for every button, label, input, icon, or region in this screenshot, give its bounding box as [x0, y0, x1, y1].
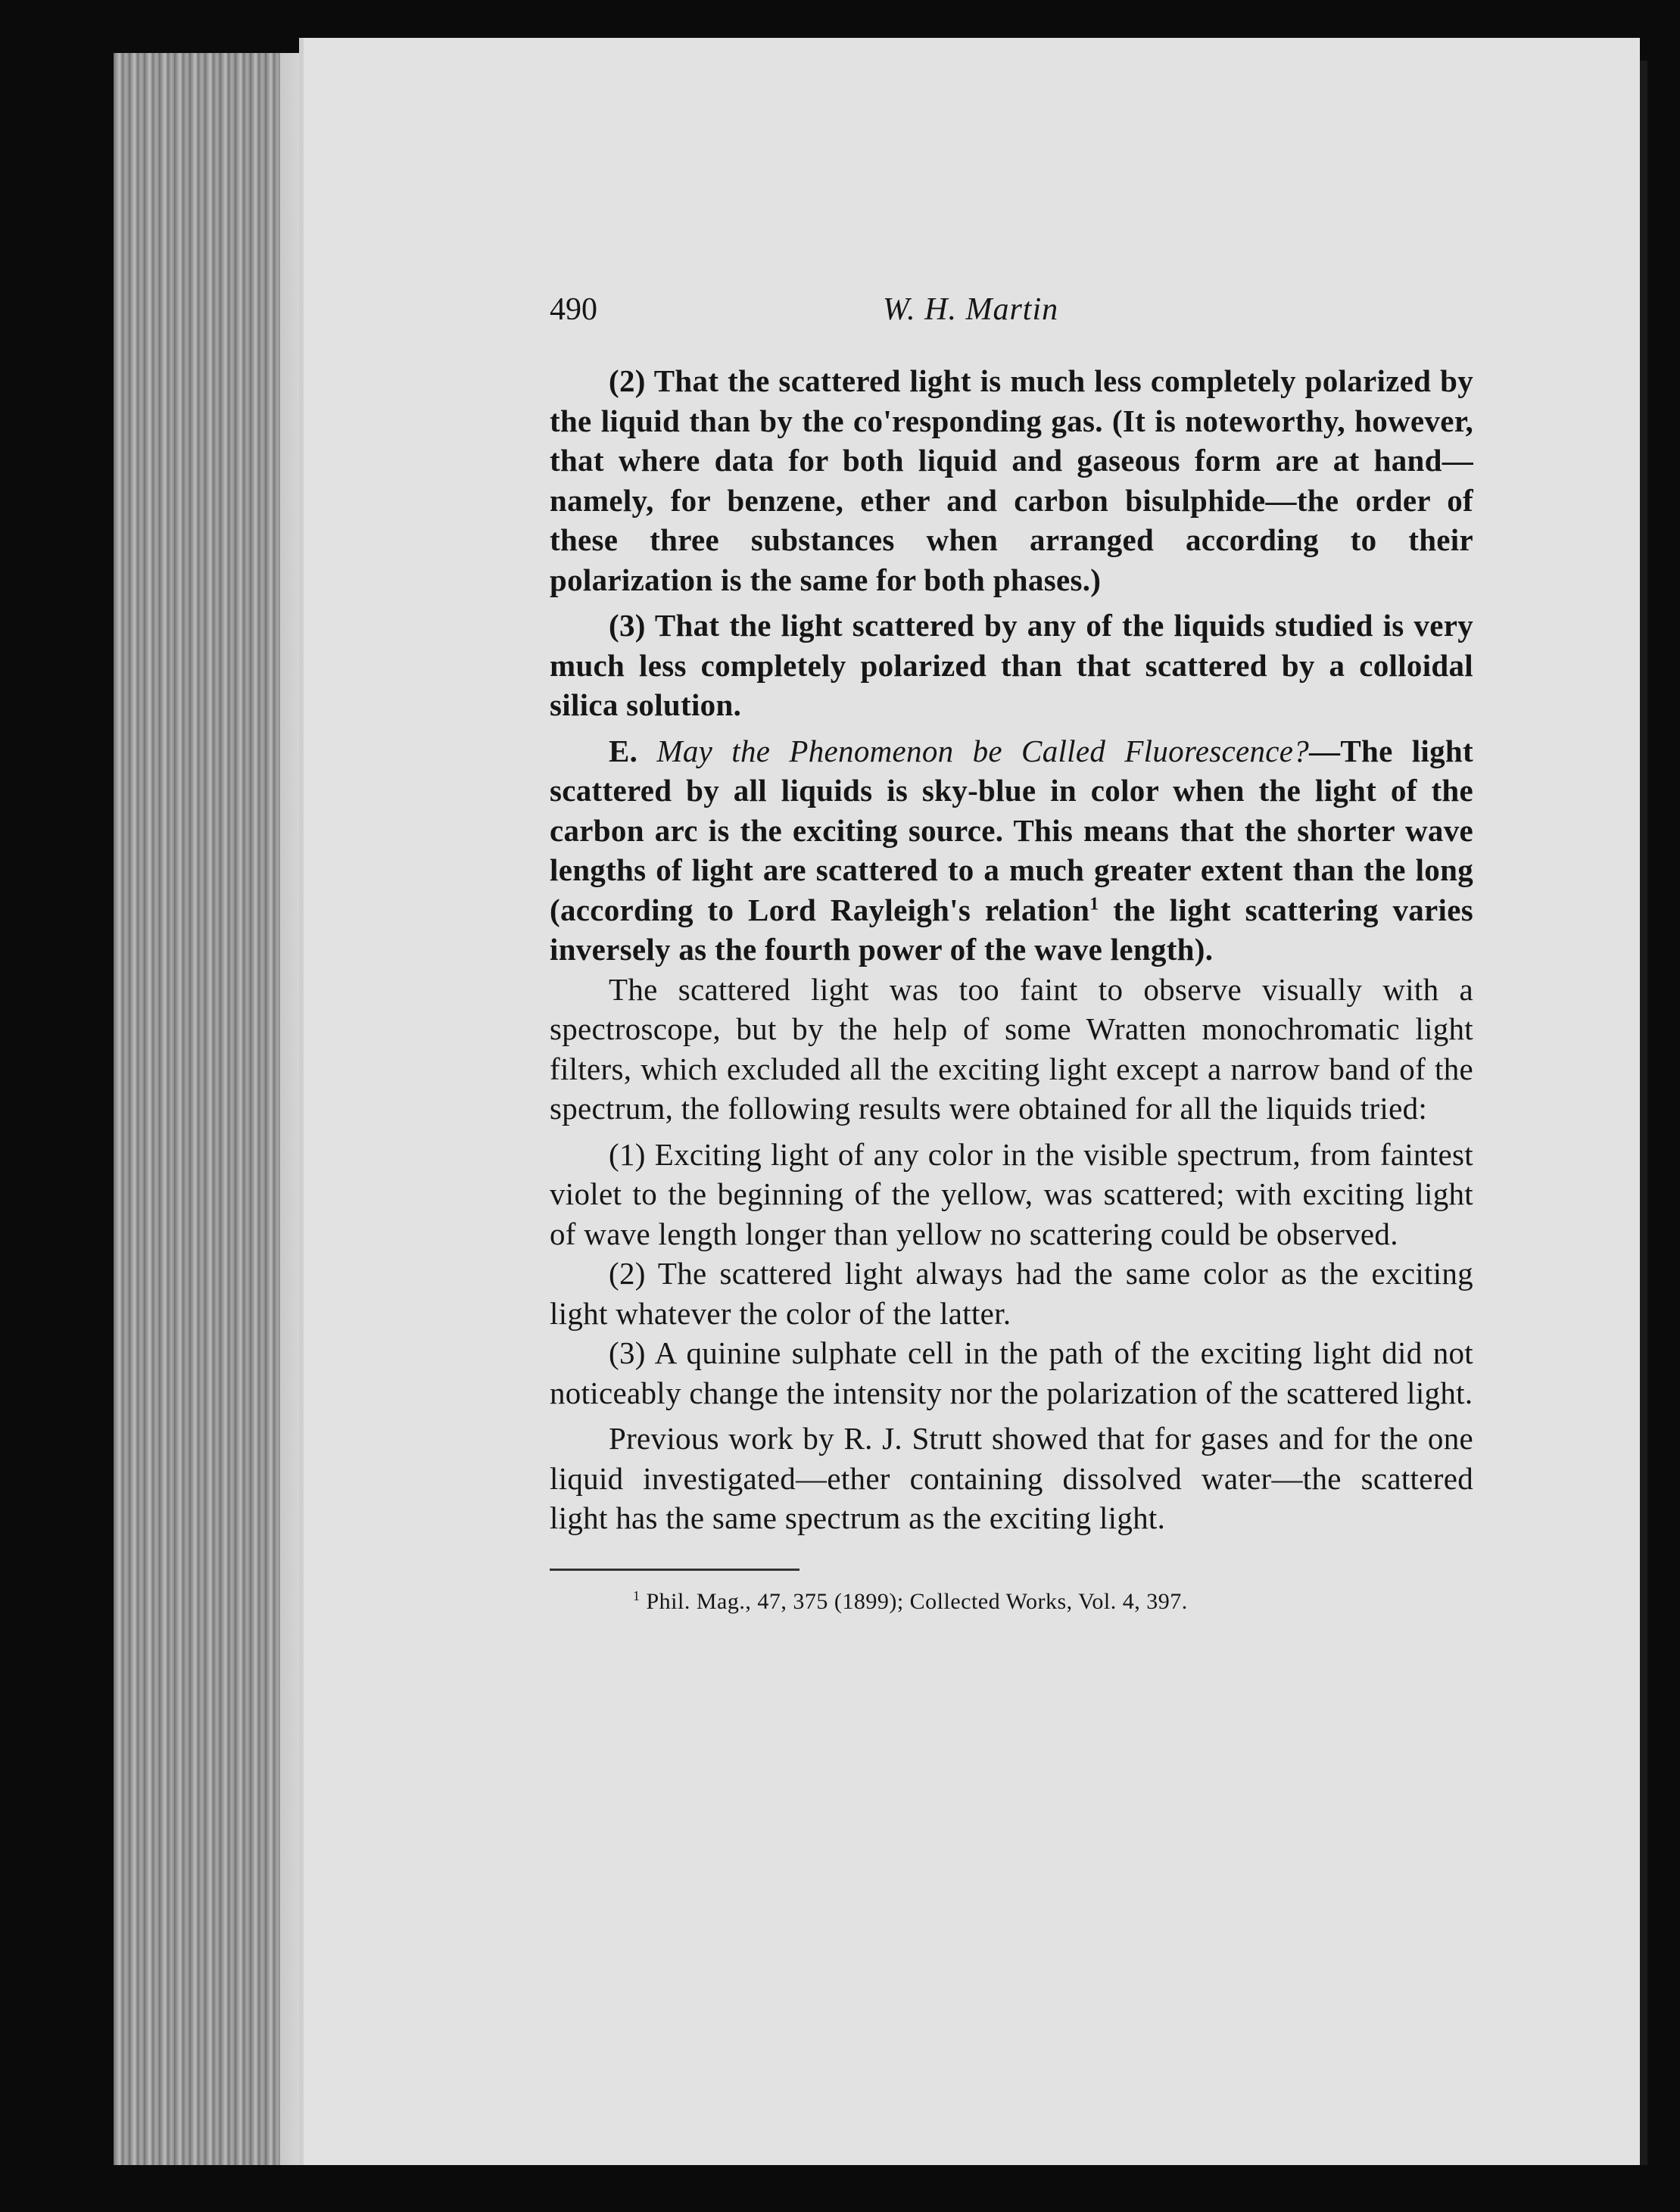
- footnote-number: 1: [633, 1587, 641, 1603]
- paragraph: The scattered light was too faint to observe visually with a spectroscope, but by the help of some Wratten monochromatic light filters, which excluded all the exciting light except a narrow band of the spectrum, the following results were obtained for all the liquids tried:: [550, 971, 1473, 1126]
- paragraph: (3) A quinine sulphate cell in the path of the exciting light did not noticeably change the intensity nor the polarization of the scattered light.: [550, 1335, 1473, 1410]
- section-heading: May the Phenomenon be Called Fluorescence?: [656, 733, 1310, 768]
- paragraph-text: —The light scattered by all liquids is sky-blue in color when the light of the carbon arc is the exciting source. This means that the shorter wave lengths of light are scattered to a much greater extent than the long (according to Lord Rayleigh's relation: [550, 733, 1473, 927]
- running-head-author: W. H. Martin: [883, 292, 1059, 327]
- footnote-text: Phil. Mag., 47, 375 (1899); Collected Works, Vol. 4, 397.: [640, 1588, 1188, 1614]
- paragraph: (2) The scattered light always had the same color as the exciting light whatever the color of the latter.: [550, 1256, 1473, 1331]
- footnote-marker: 1: [1089, 893, 1099, 914]
- paragraph: Previous work by R. J. Strutt showed that for gases and for the one liquid investigated—ether containing dissolved water—the scattered light has the same spectrum as the exciting light.: [550, 1421, 1473, 1535]
- paragraph: (3) That the light scattered by any of the liquids studied is very much less completely polarized than that scattered by a colloidal silica solution.: [550, 608, 1473, 722]
- page-content: [550, 291, 1473, 1615]
- body-text: [550, 361, 1473, 1538]
- section-e-paragraph: [550, 731, 1473, 970]
- paragraph: (2) That the scattered light is much less completely polarized by the liquid than by the co'responding gas. (It is noteworthy, however, that where data for both liquid and gaseous form are at hand—namely, for benzene, ether and carbon bisulphide—the order of these three substances when arranged according to their polarization is the same for both phases.): [550, 363, 1473, 597]
- book-page-edges: [114, 53, 310, 2165]
- running-head: [550, 291, 1473, 344]
- footnote-rule: [550, 1569, 799, 1571]
- paragraph: (1) Exciting light of any color in the visible spectrum, from faintest violet to the beginning of the yellow, was scattered; with exciting light of wave length longer than yellow no scattering could be observed.: [550, 1136, 1473, 1251]
- paragraph-text-continued: the light scattering varies inversely as the fourth power of the wave length).: [550, 892, 1473, 967]
- footnote: [550, 1589, 1473, 1615]
- section-label: E.: [609, 733, 638, 768]
- page-number: 490: [550, 292, 597, 327]
- book-page: [299, 38, 1640, 2165]
